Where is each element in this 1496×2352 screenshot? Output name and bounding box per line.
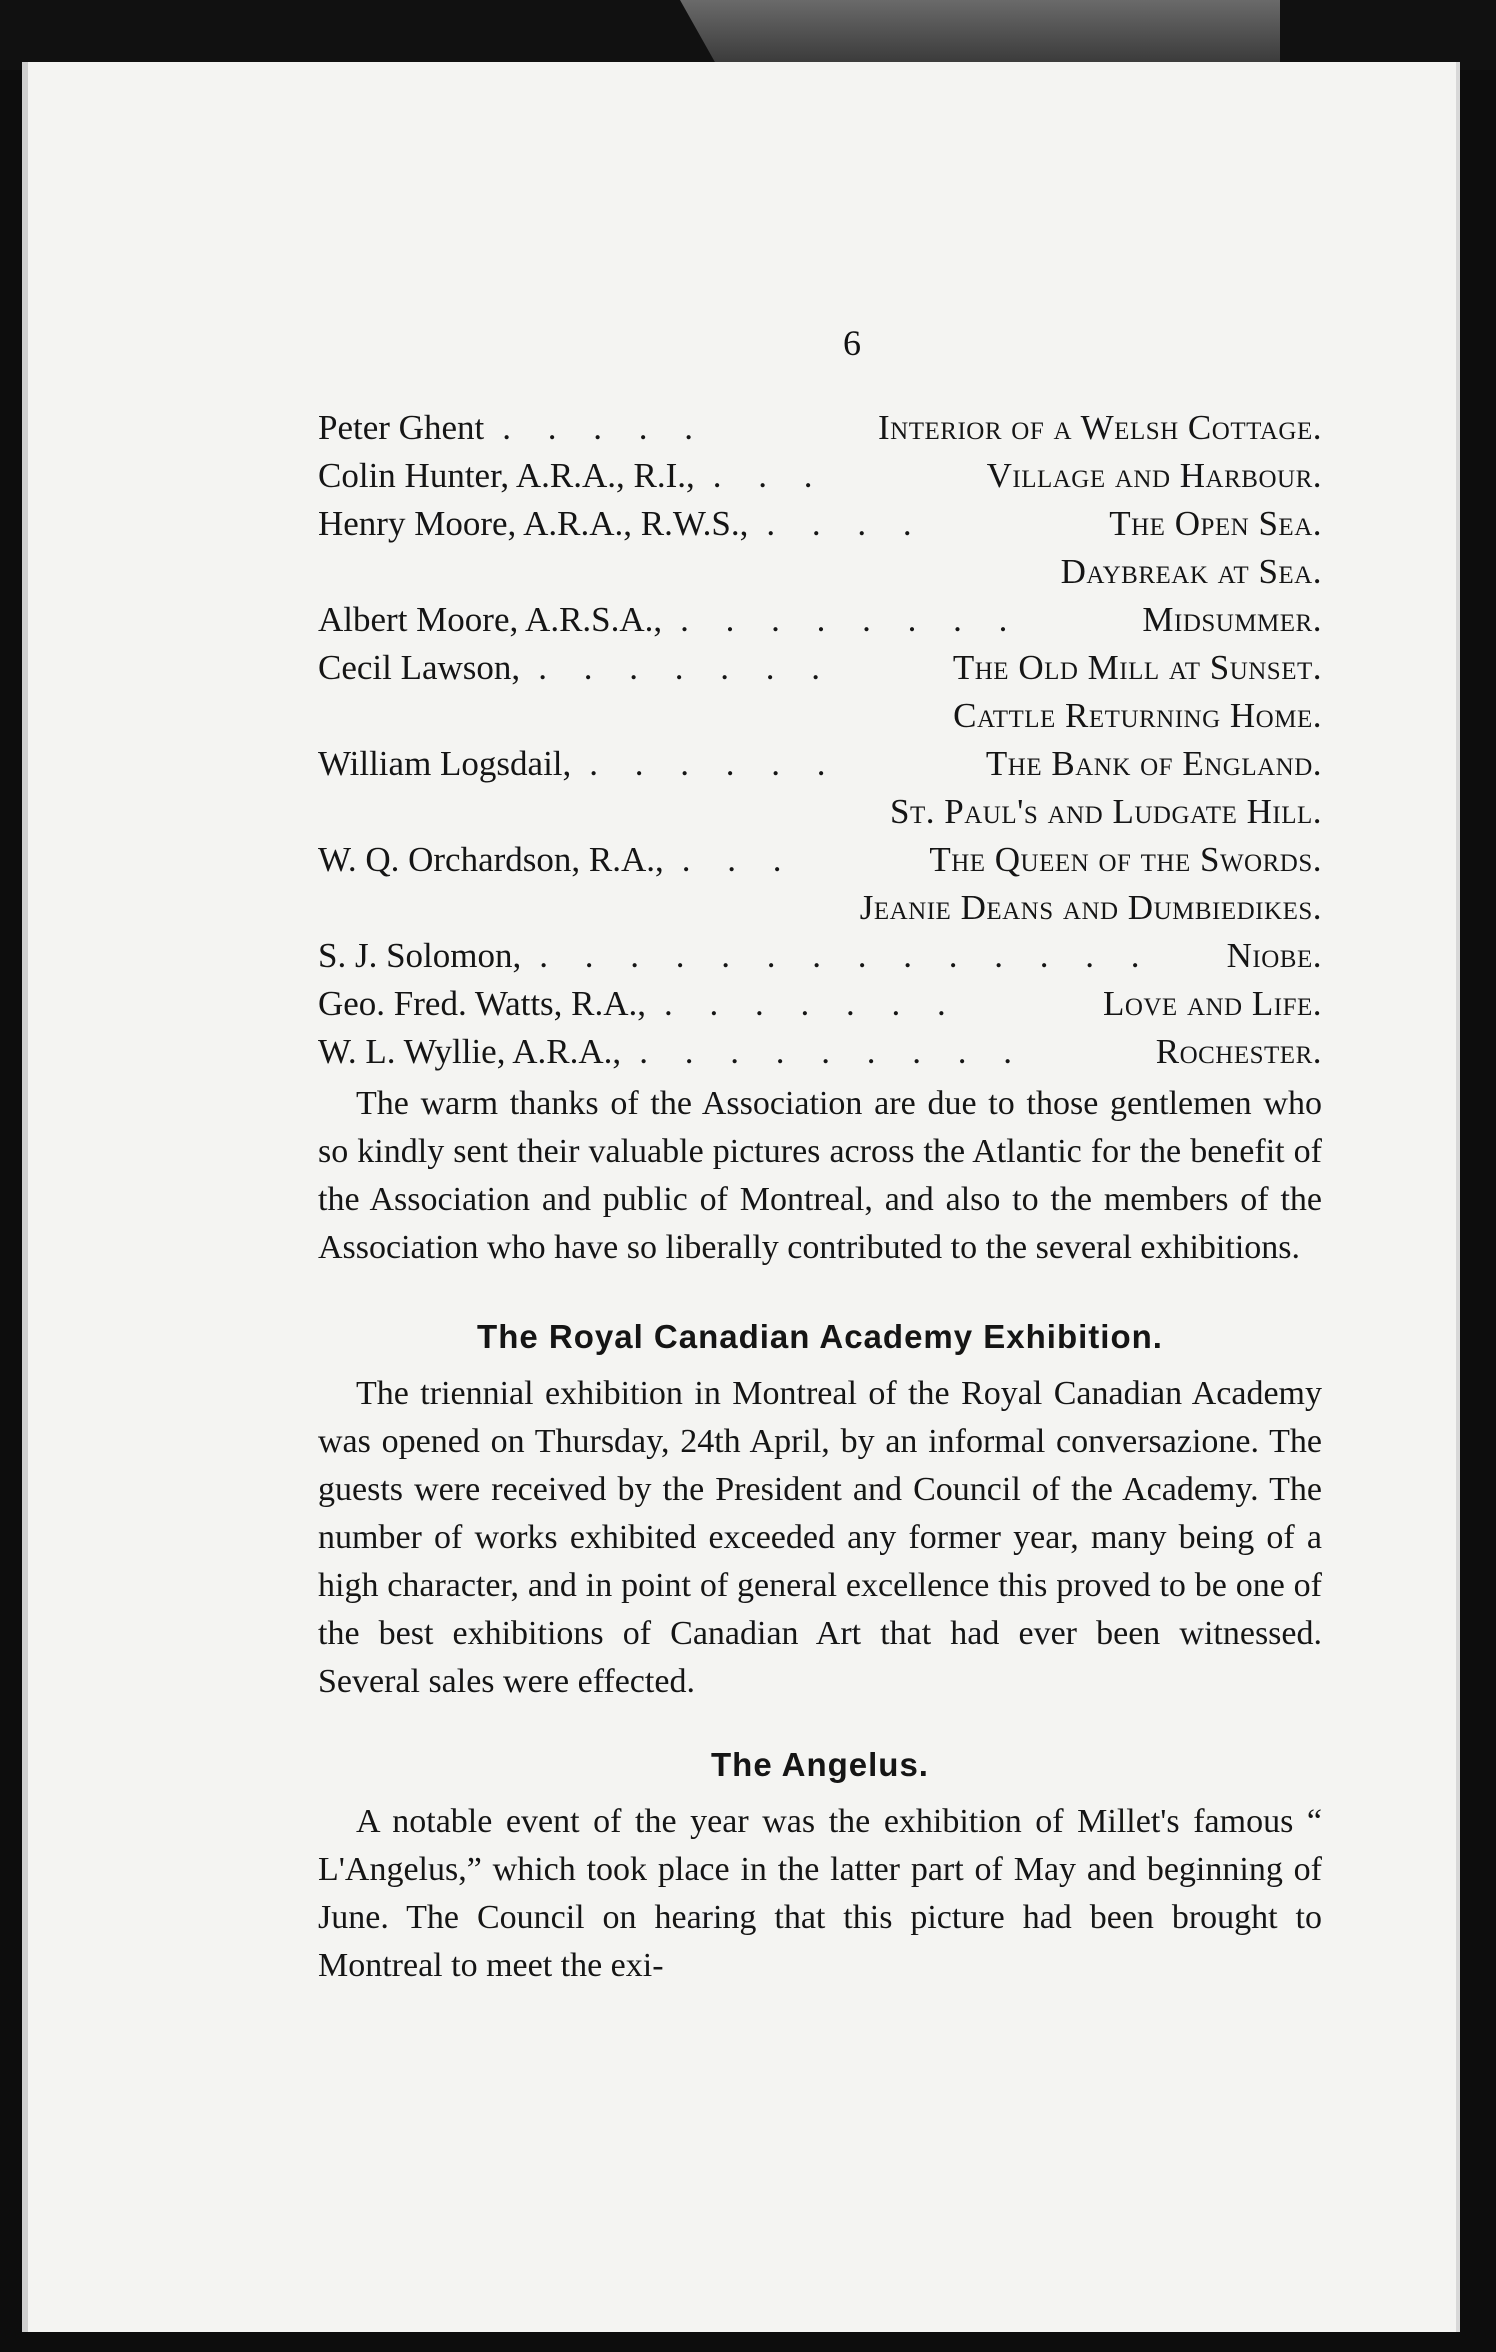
artist-group	[318, 1028, 1144, 1076]
work-row	[318, 1028, 1322, 1076]
page-number: 6	[843, 323, 861, 363]
artist-group	[318, 980, 1091, 1028]
leader-dots: . . . . . . .	[538, 648, 834, 687]
artist-name: William Logsdail,	[318, 744, 572, 783]
work-row	[318, 788, 1322, 836]
work-title: Village and Harbour.	[986, 456, 1322, 495]
rca-paragraph: The triennial exhibition in Montreal of the Royal Canadian Academy was opened on Thursday, 24th April, by an informal conversazione. The guests were received by the President and Council of the Academy. The number of works exhibited exceeded any former year, many being of a high character, and in point of general excellence this proved to be one of the best exhibitions of Canadian Art that had ever been witnessed. Several sales were effected.	[318, 1375, 1322, 1700]
artist-name: Cecil Lawson,	[318, 648, 521, 687]
scan-top-edge	[0, 0, 1496, 70]
artist-name: Geo. Fred. Watts, R.A.,	[318, 984, 647, 1023]
work-row	[318, 500, 1322, 548]
leader-dots: . . . . . . . . .	[639, 1032, 1026, 1071]
work-row	[318, 452, 1322, 500]
work-row	[318, 692, 1322, 740]
work-title: The Bank of England.	[985, 744, 1322, 783]
leader-dots: . . . . . . . . . . . . . .	[539, 936, 1154, 975]
work-title: Niobe.	[1226, 936, 1322, 975]
work-title: Midsummer.	[1142, 600, 1322, 639]
artist-name: Albert Moore, A.R.S.A.,	[318, 600, 663, 639]
work-row	[318, 884, 1322, 932]
artist-name: W. L. Wyllie, A.R.A.,	[318, 1032, 622, 1071]
works-list	[318, 404, 1322, 1076]
artist-name: Peter Ghent	[318, 408, 485, 447]
work-row	[318, 740, 1322, 788]
work-row	[318, 596, 1322, 644]
thanks-paragraph: The warm thanks of the Association are due to those gentlemen who so kindly sent their valuable pictures across the Atlantic for the benefit of the Association and public of Montreal, and also to the members of the Association who have so liberally contributed to the several exhibitions.	[318, 1085, 1322, 1266]
artist-name: Henry Moore, A.R.A., R.W.S.,	[318, 504, 749, 543]
leader-dots: . . .	[681, 840, 796, 879]
angelus-heading: The Angelus.	[711, 1746, 929, 1783]
work-row	[318, 932, 1322, 980]
work-title: Rochester.	[1155, 1032, 1322, 1071]
artist-group	[318, 644, 941, 692]
work-title: Love and Life.	[1102, 984, 1322, 1023]
leader-dots: . . .	[712, 456, 827, 495]
work-row	[318, 980, 1322, 1028]
work-title: The Old Mill at Sunset.	[952, 648, 1322, 687]
work-title: Cattle Returning Home.	[953, 696, 1322, 735]
artist-group	[318, 452, 975, 500]
leader-dots: . . . . . . .	[664, 984, 960, 1023]
work-title: St. Paul's and Ludgate Hill.	[890, 792, 1322, 831]
leader-dots: . . . .	[766, 504, 926, 543]
work-title: Interior of a Welsh Cottage.	[878, 408, 1322, 447]
leader-dots: . . . . . . . .	[680, 600, 1022, 639]
artist-group	[318, 932, 1215, 980]
work-title: The Open Sea.	[1109, 504, 1322, 543]
rca-heading: The Royal Canadian Academy Exhibition.	[477, 1318, 1163, 1355]
work-title: Daybreak at Sea.	[1060, 552, 1322, 591]
artist-group	[318, 740, 974, 788]
artist-name: W. Q. Orchardson, R.A.,	[318, 840, 664, 879]
artist-name: S. J. Solomon,	[318, 936, 522, 975]
work-row	[318, 836, 1322, 884]
leader-dots: . . . . .	[502, 408, 707, 447]
work-row	[318, 404, 1322, 452]
page-content	[318, 404, 1322, 1990]
work-row	[318, 548, 1322, 596]
work-title: Jeanie Deans and Dumbiedikes.	[859, 888, 1322, 927]
artist-name: Colin Hunter, A.R.A., R.I.,	[318, 456, 695, 495]
leader-dots: . . . . . .	[589, 744, 840, 783]
work-title: The Queen of the Swords.	[929, 840, 1322, 879]
artist-group	[318, 404, 866, 452]
angelus-paragraph: A notable event of the year was the exhibition of Millet's famous “ L'Angelus,” which took place in the latter part of May and beginning of June. The Council on hearing that this picture had been brought to Montreal to meet the exi-	[318, 1803, 1322, 1984]
work-row	[318, 644, 1322, 692]
artist-group	[318, 836, 917, 884]
artist-group	[318, 596, 1130, 644]
scan-shadow	[680, 0, 1280, 64]
artist-group	[318, 500, 1097, 548]
